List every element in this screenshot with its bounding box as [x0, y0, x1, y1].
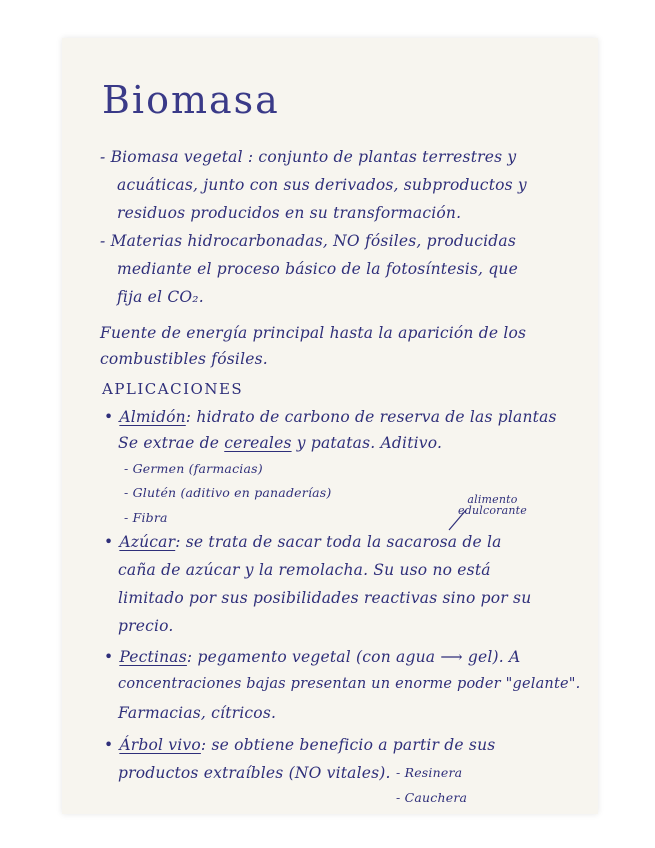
azucar-line-1 [104, 533, 502, 551]
almidon-line-2-post: y patatas. Aditivo. [291, 434, 443, 452]
intro-line-6: fija el CO₂. [117, 288, 204, 306]
pectinas-line-3: Farmacias, cítricos. [118, 704, 277, 722]
fuente-line-1: Fuente de energía principal hasta la aparición de los [100, 324, 527, 342]
almidon-item-gluten: - Glutén (aditivo en panaderías) [124, 485, 332, 500]
arbol-line-1 [104, 736, 495, 754]
azucar-term: Azúcar [119, 533, 176, 551]
aplicaciones-heading: APLICACIONES [102, 380, 244, 398]
intro-line-3: residuos producidos en su transformación. [117, 204, 462, 222]
notebook-page [62, 38, 598, 814]
almidon-cereales: cereales [224, 434, 292, 452]
azucar-definition: : se trata de sacar toda la sacarosa de la [175, 533, 502, 551]
arbol-definition: : se obtiene beneficio a partir de sus [200, 736, 496, 754]
fuente-line-2: combustibles fósiles. [100, 350, 268, 368]
pectinas-definition: : pegamento vegetal (con agua ⟶ gel). A [186, 648, 521, 666]
arbol-item-resinera: - Resinera [396, 765, 463, 780]
almidon-definition: : hidrato de carbono de reserva de las plantas [185, 408, 557, 426]
arbol-item-cauchera: - Cauchera [396, 790, 468, 805]
pectinas-line-2: concentraciones bajas presentan un enorme poder "gelante". [118, 676, 581, 692]
azucar-line-2: caña de azúcar y la remolacha. Su uso no está [118, 561, 491, 579]
azucar-line-4: precio. [118, 617, 174, 635]
arbol-line-2: productos extraíbles (NO vitales). [118, 764, 391, 782]
azucar-annotation [458, 494, 527, 516]
almidon-item-germen: - Germen (farmacias) [124, 461, 263, 476]
almidon-term: Almidón [119, 408, 186, 426]
annotation-alimento: alimento [467, 493, 518, 506]
arbol-term: Árbol vivo [119, 736, 201, 754]
annotation-arrow [446, 508, 468, 532]
pectinas-term: Pectinas [119, 648, 187, 666]
intro-line-4: - Materias hidrocarbonadas, NO fósiles, producidas [100, 232, 516, 250]
almidon-line-1 [104, 408, 557, 426]
intro-line-1: - Biomasa vegetal : conjunto de plantas terrestres y [100, 148, 517, 166]
annotation-edulcorante: edulcorante [458, 504, 527, 517]
almidon-item-fibra: - Fibra [124, 510, 168, 525]
intro-line-2: acuáticas, junto con sus derivados, subproductos y [117, 176, 527, 194]
pectinas-line-1 [104, 648, 520, 666]
azucar-line-3: limitado por sus posibilidades reactivas sino por su [118, 589, 532, 607]
almidon-line-2-pre: Se extrae de [118, 434, 225, 452]
intro-line-5: mediante el proceso básico de la fotosíntesis, que [117, 260, 518, 278]
almidon-line-2 [118, 434, 442, 452]
page-title: Biomasa [102, 78, 280, 122]
